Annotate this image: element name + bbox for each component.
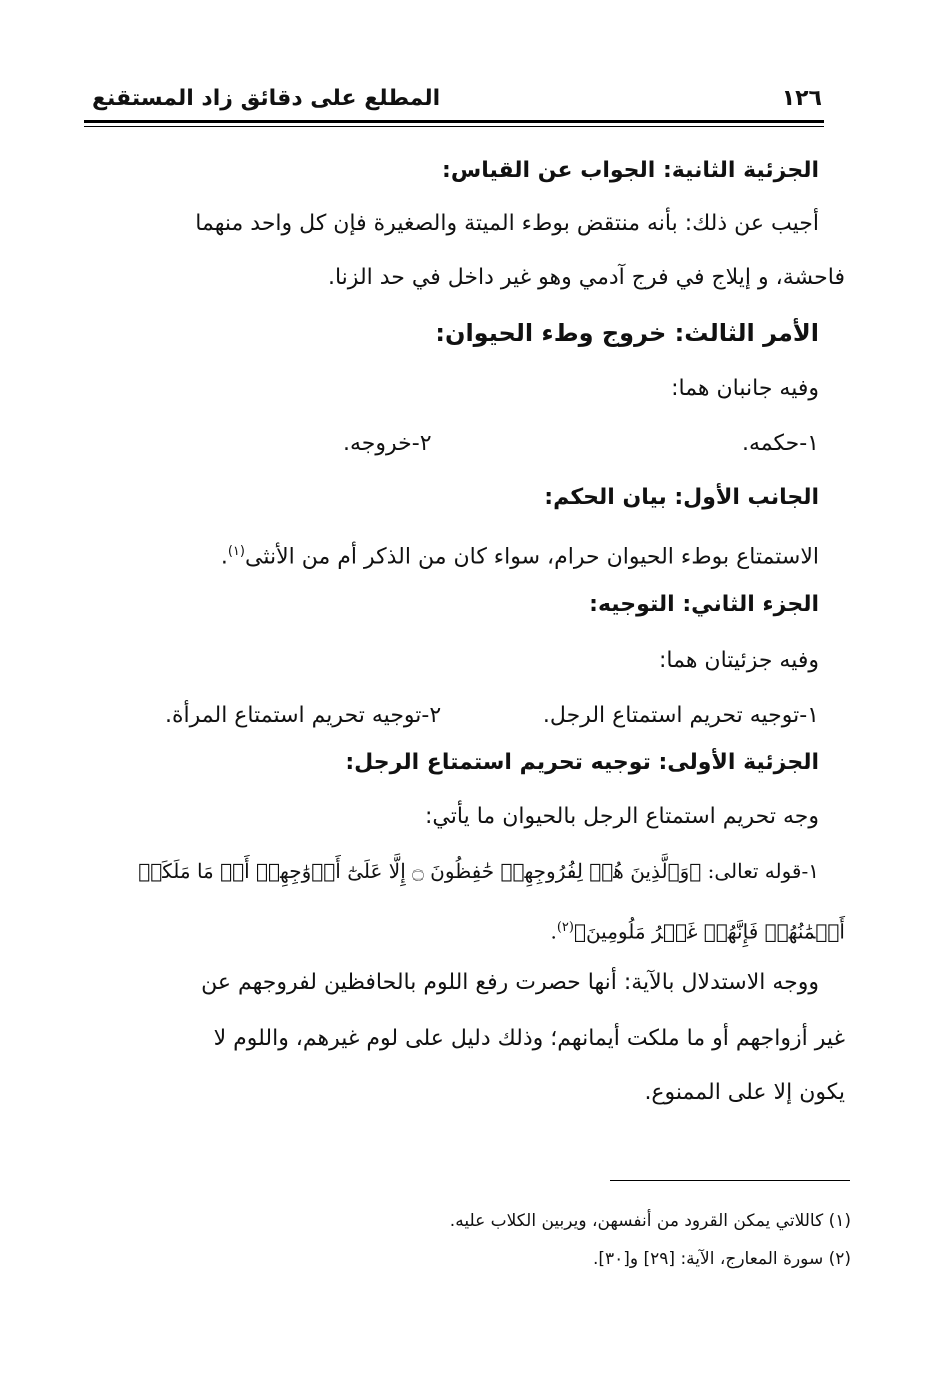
quran-verse-line: أَيۡمَٰنُهُمۡ فَإِنَّهُمۡ غَيۡرُ مَلُومِينَ﴾$^{(٢)}$. [550, 919, 845, 944]
footnote-ref-1: (١) [227, 544, 245, 559]
header-rule-thin [84, 126, 824, 127]
subheading-second-part: الجزء الثاني: التوجيه: [589, 592, 819, 617]
subheading-first-aspect: الجانب الأول: بيان الحكم: [544, 485, 819, 510]
page-number: ١٢٦ [781, 86, 822, 111]
paragraph-line: وفيه جزئيتان هما: [659, 648, 819, 673]
footnote-separator [610, 1180, 850, 1181]
running-header [92, 86, 822, 116]
quran-verse-line: ١-قوله تعالى: ﴿وَٱلَّذِينَ هُمۡ لِفُرُوجِهِمۡ حَٰفِظُونَ ۝ إِلَّا عَلَىٰٓ أَزۡوَٰجِهِمۡ أَوۡ مَا مَلَكَتۡ [138, 859, 819, 883]
subheading-answer-to-analogy: الجزئية الثانية: الجواب عن القياس: [442, 158, 819, 183]
paragraph-line: أجيب عن ذلك: بأنه منتقض بوطء الميتة والصغيرة فإن كل واحد منهما [195, 211, 819, 236]
subheading-first-particular: الجزئية الأولى: توجيه تحريم استمتاع الرجل: [345, 750, 819, 775]
paragraph-line: ووجه الاستدلال بالآية: أنها حصرت رفع اللوم بالحافظين لفروجهم عن [201, 970, 819, 995]
paragraph-line: يكون إلا على الممنوع. [644, 1080, 845, 1105]
footnote-2: (٢) سورة المعارج، الآية: [٢٩] و[٣٠]. [592, 1249, 851, 1269]
paragraph-line: وجه تحريم استمتاع الرجل بالحيوان ما يأتي: [425, 804, 819, 829]
section-heading-third-matter: الأمر الثالث: خروج وطء الحيوان: [435, 319, 819, 347]
list-item: ١-توجيه تحريم استمتاع الرجل. [542, 703, 819, 728]
footnote-ref-2: (٢) [556, 920, 574, 935]
book-title: المطلع على دقائق زاد المستقنع [92, 86, 441, 111]
header-rule-thick [84, 120, 824, 123]
paragraph-line: الاستمتاع بوطء الحيوان حرام، سواء كان من الذكر أم من الأنثى$^{(١)}$. [220, 544, 819, 570]
footnote-1: (١) كاللاتي يمكن القرود من أنفسهن، ويربين الكلاب عليه. [449, 1211, 851, 1231]
paragraph-line: فاحشة، و إيلاج في فرج آدمي وهو غير داخل في حد الزنا. [327, 265, 845, 290]
list-item: ٢-توجيه تحريم استمتاع المرأة. [165, 703, 442, 728]
list-item: ٢-خروجه. [343, 431, 432, 456]
paragraph-line: غير أزواجهم أو ما ملكت أيمانهم؛ وذلك دليل على لوم غيرهم، واللوم لا [213, 1026, 845, 1051]
paragraph-line: وفيه جانبان هما: [671, 376, 819, 401]
list-item: ١-حكمه. [741, 431, 819, 456]
